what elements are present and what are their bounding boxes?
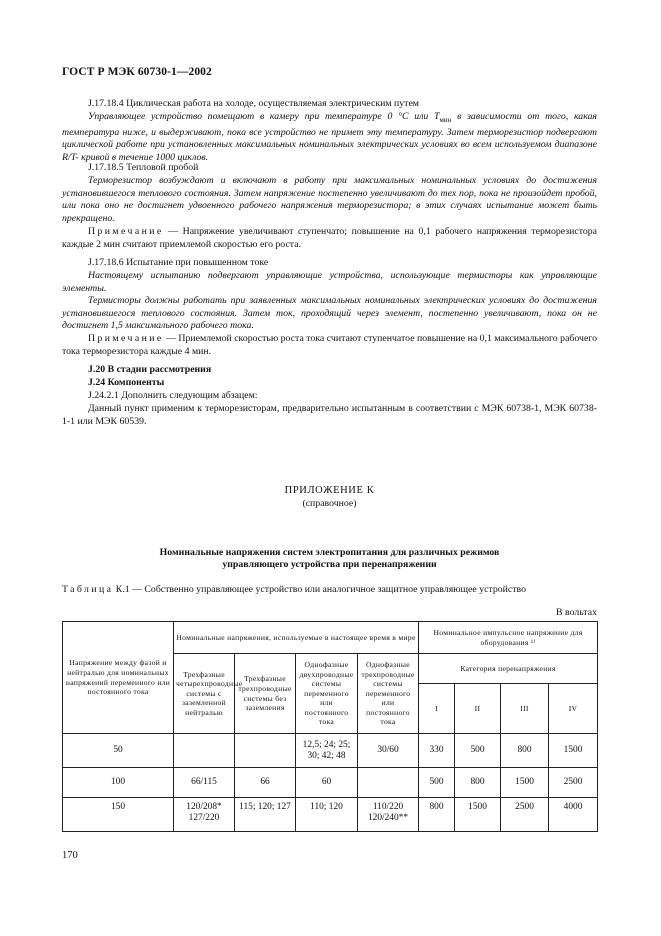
header-single-phase-three-wire: Однофазные трехпроводные системы переменного или постоянного тока bbox=[358, 654, 419, 734]
cell-c2: 115; 120; 127 bbox=[235, 798, 296, 832]
table-row bbox=[63, 798, 598, 832]
clause-j24-2-1: J.24.2.1 Дополнить следующим абзацем: bbox=[88, 390, 258, 401]
cell-i2: 500 bbox=[455, 734, 501, 768]
annex-heading-line-2: управляющего устройства при перенапряжении bbox=[222, 559, 437, 570]
cell-c1: 66/115 bbox=[174, 768, 235, 798]
annex-subtitle: (справочное) bbox=[302, 498, 357, 509]
document-header: ГОСТ Р МЭК 60730-1—2002 bbox=[62, 66, 212, 78]
header-single-phase-two-wire: Однофазные двухпроводные системы переменного или постоянного тока bbox=[296, 654, 358, 734]
cell-i4: 4000 bbox=[549, 798, 598, 832]
header-three-phase-three-wire: Трехфазные трехпроводные системы без заземления bbox=[235, 654, 296, 734]
cell-c2 bbox=[235, 734, 296, 768]
clause-j17-18-4: J.17.18.4 Циклическая работа на холоде, осуществляемая электрическим путем bbox=[88, 98, 419, 109]
clause-j24-2-1-text: Данный пункт применим к терморезисторам, предварительно испытанным в соответствии с МЭК 60738-1, МЭК 60738-1-1 или МЭК 60539. bbox=[62, 403, 597, 427]
clause-j17-18-6-text-1: Настоящему испытанию подвергают управляющие устройства, использующие термисторы как управляющие элементы. bbox=[62, 270, 597, 294]
clause-j17-18-5: J.17.18.5 Тепловой пробой bbox=[88, 162, 199, 173]
t-min-symbol: $T_{мин}$ bbox=[434, 111, 452, 124]
cell-c4 bbox=[358, 768, 419, 798]
cell-c4: 30/60 bbox=[358, 734, 419, 768]
page-number: 170 bbox=[62, 850, 78, 861]
cell-voltage: 100 bbox=[63, 768, 174, 798]
header-impulse-voltage: Номинальное импульсное напряжение для оборудования ¹⁾ bbox=[419, 622, 598, 654]
table-units: В вольтах bbox=[556, 607, 597, 618]
header-three-phase-four-wire: Трехфазные четырехпроводные системы с заземленной нейтралью bbox=[174, 654, 235, 734]
header-overvoltage-category: Категория перенапряжения bbox=[419, 654, 598, 684]
cell-i4: 1500 bbox=[549, 734, 598, 768]
header-category-i: I bbox=[419, 684, 455, 734]
cell-i3: 800 bbox=[501, 734, 549, 768]
section-j24: J.24 Компоненты bbox=[88, 377, 165, 388]
cell-c1: 120/208* 127/220 bbox=[174, 798, 235, 832]
clause-j17-18-6-text-2: Термисторы должны работать при заявленных максимальных номинальных электрических условиях до достижения установившегося теплового состояния. Затем ток, проходящий через элемент, постепенно увеличивают, пока он не достигнет 1,5 максимального рабочего тока. bbox=[62, 295, 597, 332]
clause-j17-18-6: J.17.18.6 Испытание при повышенном токе bbox=[88, 257, 269, 268]
cell-i3: 1500 bbox=[501, 768, 549, 798]
annex-heading-line-1: Номинальные напряжения систем электропитания для различных режимов bbox=[159, 547, 500, 558]
table-row bbox=[63, 734, 598, 768]
cell-c1 bbox=[174, 734, 235, 768]
header-world-voltages: Номинальные напряжения, используемые в настоящее время в мире bbox=[174, 622, 419, 654]
cell-c3: 60 bbox=[296, 768, 358, 798]
cell-voltage: 150 bbox=[63, 798, 174, 832]
table-caption: Таблица К.1 — Собственно управляющее устройство или аналогичное защитное управляющее устройство bbox=[62, 584, 526, 595]
cell-voltage: 50 bbox=[63, 734, 174, 768]
cell-i1: 800 bbox=[419, 798, 455, 832]
cell-c4: 110/220 120/240** bbox=[358, 798, 419, 832]
clause-j17-18-5-text: Терморезистор возбуждают и включают в работу при максимальных номинальных условиях до достижения установившегося теплового состояния. Затем напряжение постепенно увеличивают до тех пор, пока не произойдет пробой, или пока оно не достигнет удвоенного рабочего напряжения терморезистора; в этих случаях испытание может быть прекращено. bbox=[62, 175, 597, 224]
note-2: Примечание — Приемлемой скоростью роста тока считают ступенчатое повышение на 0,1 максимального рабочего тока терморезистора каждые 4 мин. bbox=[62, 333, 597, 357]
cell-c3: 12,5; 24; 25; 30; 42; 48 bbox=[296, 734, 358, 768]
cell-i1: 330 bbox=[419, 734, 455, 768]
table-row bbox=[63, 768, 598, 798]
cell-i3: 2500 bbox=[501, 798, 549, 832]
header-phase-voltage: Напряжение между фазой и нейтралью для номинальных напряжений переменного или постоянного тока bbox=[63, 622, 174, 734]
cell-c3: 110; 120 bbox=[296, 798, 358, 832]
voltage-table bbox=[62, 621, 598, 832]
annex-title: ПРИЛОЖЕНИЕ К bbox=[284, 485, 375, 496]
note-1: Примечание — Напряжение увеличивают ступенчато; повышение на 0,1 рабочего напряжения терморезистора каждые 2 мин считают приемлемой скоростью его роста. bbox=[62, 226, 597, 250]
cell-i4: 2500 bbox=[549, 768, 598, 798]
cell-i2: 800 bbox=[455, 768, 501, 798]
header-category-iv: IV bbox=[549, 684, 598, 734]
cell-i1: 500 bbox=[419, 768, 455, 798]
header-category-ii: II bbox=[455, 684, 501, 734]
section-j20: J.20 В стадии рассмотрения bbox=[88, 364, 212, 375]
header-category-iii: III bbox=[501, 684, 549, 734]
cell-i2: 1500 bbox=[455, 798, 501, 832]
cell-c2: 66 bbox=[235, 768, 296, 798]
clause-j17-18-4-text: Управляющее устройство помещают в камеру при температуре 0 °С или $T_{мин}$ в зависимости от того, какая температура ниже, и выдерживают, пока все устройство не примет эту температуру. Затем терморезистор подвергают циклической работе при установленных максимальных номинальных электрических условиях во всем используемом диапазоне R/T- кривой в течение 1000 циклов. bbox=[62, 111, 597, 163]
